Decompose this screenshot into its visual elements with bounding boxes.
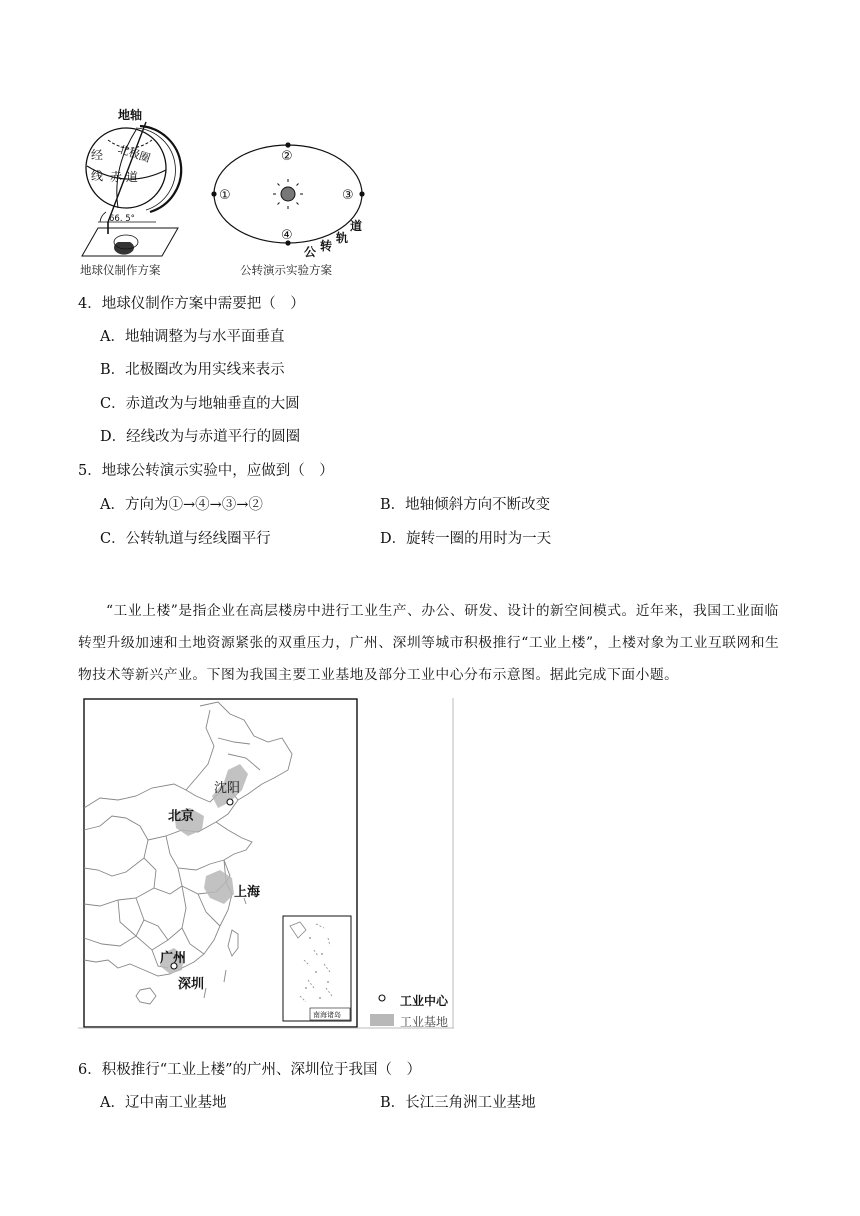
q4-option-d[interactable]: D．经线改为与赤道平行的圆圈 [100,429,301,445]
orbit-position-2: ② [281,149,293,164]
legend-center-label: 工业中心 [400,994,449,1008]
legend-center-icon [379,995,385,1001]
q4-option-a[interactable]: A．地轴调整为与水平面垂直 [100,329,285,345]
orbit-caption: 公转演示实验方案 [240,263,332,277]
q6-option-b[interactable]: B．长江三角洲工业基地 [380,1095,536,1111]
sun-icon [273,179,303,209]
city-label-guangzhou: 广州 [160,951,187,966]
globe-caption: 地球仪制作方案 [80,263,161,277]
q4-stem: 4．地球仪制作方案中需要把（ ） [78,296,305,312]
city-label-shenzhen: 深圳 [178,977,205,992]
q4-option-b[interactable]: B．北极圈改为用实线来表示 [100,362,285,378]
passage: “工业上楼”是指企业在高层楼房中进行工业生产、办公、研发、设计的新空间模式。近年来，我国工业面临转型升级加速和土地资源紧张的双重压力，广州、深圳等城市积极推行“工业上楼”，上楼对象为工业互联网和生物技术等新兴产业。下图为我国主要工业基地及部分工业中心分布示意图。据此完成下面小题。 [78,603,780,683]
orbit-label-char-1: 道 [350,219,363,233]
q6-stem: 6．积极推行“工业上楼”的广州、深圳位于我国（ ） [78,1062,422,1078]
orbit-label-char-2: 轨 [336,231,349,245]
industrial-center-marker-shenyang [227,799,233,805]
city-label-shenyang: 沈阳 [214,781,241,796]
orbit-position-4: ④ [281,228,293,243]
q5-option-b[interactable]: B．地轴倾斜方向不断改变 [380,497,551,513]
meridian-label-1: 经 [91,148,104,162]
q5-option-d[interactable]: D．旋转一圈的用时为一天 [380,531,552,547]
angle-label: 66. 5° [109,214,135,224]
q5-option-c[interactable]: C．公转轨道与经线圈平行 [100,531,271,547]
legend-base-swatch [370,1014,394,1026]
city-label-shanghai: 上海 [234,885,261,900]
q6-option-a[interactable]: A．辽中南工业基地 [100,1095,227,1111]
orbit-position-3: ③ [342,188,354,203]
equator-label: 赤 道 [110,170,138,184]
orbit-position-1: ① [219,188,231,203]
globe-diagram [78,104,188,260]
inset-label: 南海诸岛 [313,1011,341,1019]
q5-option-a[interactable]: A．方向为①→④→③→② [100,497,263,513]
china-industry-map [78,698,454,1030]
orbit-label-char-3: 转 [320,239,333,253]
orbit-label-char-4: 公 [304,245,317,259]
q5-stem: 5．地球公转演示实验中，应做到（ ） [78,463,334,479]
arctic-circle-label: 北极圈 [116,142,152,166]
city-label-beijing: 北京 [168,809,195,824]
axis-label: 地轴 [118,108,143,122]
south-china-sea-inset [283,916,351,1021]
meridian-label-2: 线 [91,169,104,183]
q4-option-c[interactable]: C．赤道改为与地轴垂直的大圆 [100,396,300,412]
legend-base-label: 工业基地 [400,1015,449,1029]
orbit-diagram [208,136,372,260]
